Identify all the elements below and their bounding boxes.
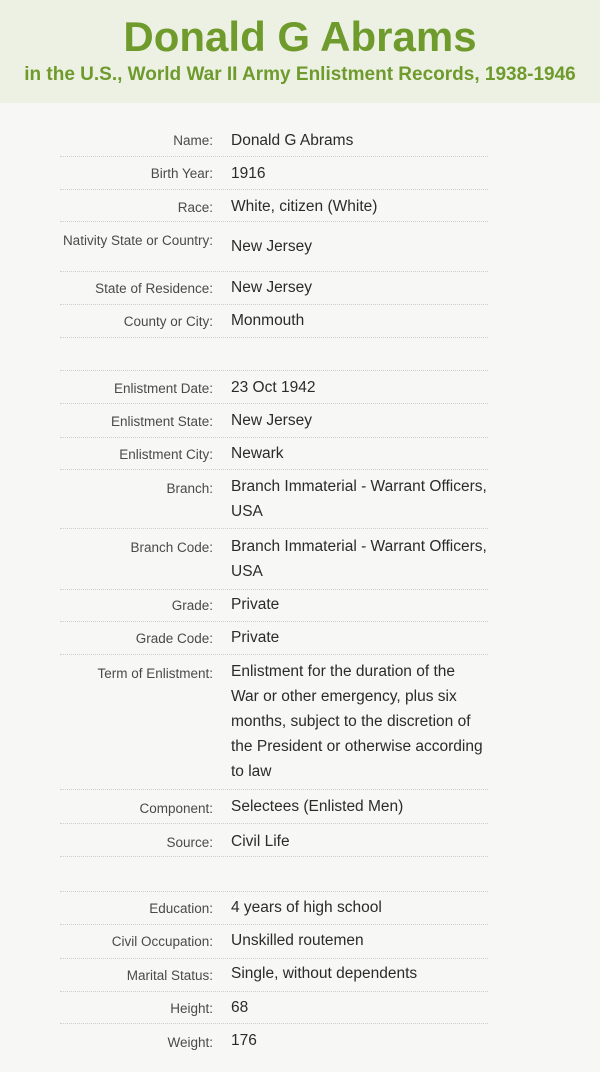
row-county bbox=[60, 305, 488, 338]
label-grade: Grade: bbox=[171, 598, 213, 613]
row-enlistment-state bbox=[60, 404, 488, 438]
value-enlistment-state: New Jersey bbox=[231, 412, 312, 429]
row-branch-code bbox=[60, 529, 488, 590]
row-component bbox=[60, 790, 488, 824]
label-source: Source: bbox=[166, 835, 213, 850]
collection-subtitle: in the U.S., World War II Army Enlistment Records, 1938-1946 bbox=[24, 64, 576, 85]
label-height: Height: bbox=[170, 1001, 213, 1016]
row-civil-occupation bbox=[60, 925, 488, 959]
row-source bbox=[60, 824, 488, 857]
value-branch-code: Branch Immaterial - Warrant Officers, USA bbox=[231, 538, 487, 580]
row-spacer-2 bbox=[60, 857, 488, 892]
value-grade-code: Private bbox=[231, 629, 280, 646]
row-enlistment-city bbox=[60, 438, 488, 470]
row-weight bbox=[60, 1024, 488, 1057]
label-birth-year: Birth Year: bbox=[150, 166, 213, 181]
label-education: Education: bbox=[149, 901, 213, 916]
value-branch: Branch Immaterial - Warrant Officers, USA bbox=[231, 478, 487, 520]
value-enlistment-city: Newark bbox=[231, 445, 284, 462]
value-component: Selectees (Enlisted Men) bbox=[231, 798, 404, 815]
label-enlistment-date: Enlistment Date: bbox=[113, 381, 213, 396]
row-grade-code bbox=[60, 622, 488, 655]
label-branch-code: Branch Code: bbox=[130, 540, 213, 555]
row-height bbox=[60, 992, 488, 1024]
row-nativity bbox=[60, 222, 488, 272]
value-county: Monmouth bbox=[231, 312, 305, 329]
value-civil-occupation: Unskilled routemen bbox=[231, 932, 364, 949]
label-weight: Weight: bbox=[167, 1035, 213, 1050]
value-name: Donald G Abrams bbox=[231, 132, 354, 149]
label-state-of-residence: State of Residence: bbox=[95, 281, 213, 296]
value-weight: 176 bbox=[231, 1032, 257, 1049]
row-spacer-1 bbox=[60, 338, 488, 371]
row-marital-status bbox=[60, 959, 488, 992]
row-state-of-residence bbox=[60, 272, 488, 305]
value-marital-status: Single, without dependents bbox=[231, 965, 418, 982]
row-branch bbox=[60, 470, 488, 529]
label-county: County or City: bbox=[123, 314, 213, 329]
row-enlistment-date bbox=[60, 371, 488, 404]
row-birth-year bbox=[60, 157, 488, 190]
label-marital-status: Marital Status: bbox=[126, 968, 213, 983]
label-grade-code: Grade Code: bbox=[135, 631, 213, 646]
label-civil-occupation: Civil Occupation: bbox=[111, 934, 213, 949]
label-name: Name: bbox=[173, 133, 213, 148]
page-title: Donald G Abrams bbox=[123, 13, 477, 60]
label-nativity: Nativity State or Country: bbox=[62, 233, 213, 248]
label-branch: Branch: bbox=[166, 481, 213, 496]
row-name bbox=[60, 126, 488, 157]
value-education: 4 years of high school bbox=[231, 899, 382, 916]
value-race: White, citizen (White) bbox=[231, 198, 378, 215]
value-height: 68 bbox=[231, 999, 249, 1016]
label-race: Race: bbox=[177, 200, 213, 215]
value-term-of-enlistment: Enlistment for the duration of the War or other emergency, plus six months, subject to the discretion of the President or otherwise according to law bbox=[231, 663, 483, 780]
label-term-of-enlistment: Term of Enlistment: bbox=[97, 666, 213, 681]
value-grade: Private bbox=[231, 596, 280, 613]
row-race bbox=[60, 190, 488, 222]
value-enlistment-date: 23 Oct 1942 bbox=[231, 379, 316, 396]
value-source: Civil Life bbox=[231, 833, 290, 850]
row-grade bbox=[60, 590, 488, 622]
label-enlistment-state: Enlistment State: bbox=[110, 414, 213, 429]
value-nativity: New Jersey bbox=[231, 238, 312, 255]
row-term-of-enlistment bbox=[60, 655, 488, 790]
value-state-of-residence: New Jersey bbox=[231, 279, 312, 296]
label-component: Component: bbox=[139, 801, 213, 816]
label-enlistment-city: Enlistment City: bbox=[119, 447, 213, 462]
row-education bbox=[60, 892, 488, 925]
value-birth-year: 1916 bbox=[231, 165, 266, 182]
